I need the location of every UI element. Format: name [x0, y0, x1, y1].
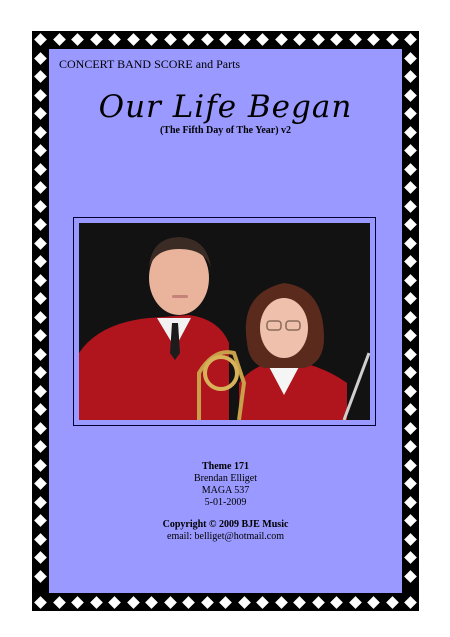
- border-diamond: [404, 348, 417, 361]
- border-diamond: [238, 596, 251, 609]
- composer-name: Brendan Elliget: [193, 473, 258, 484]
- border-diamond: [404, 292, 417, 305]
- border-diamond: [404, 385, 417, 398]
- border-diamond: [404, 403, 417, 416]
- border-diamond: [404, 218, 417, 231]
- border-diamond: [404, 459, 417, 472]
- border-diamond: [404, 52, 417, 65]
- border-diamond: [182, 33, 195, 46]
- border-diamond: [404, 514, 417, 527]
- border-diamond: [34, 496, 47, 509]
- border-diamond: [34, 181, 47, 194]
- border-diamond: [34, 440, 47, 453]
- border-diamond: [34, 33, 47, 46]
- photo-frame: [73, 217, 376, 426]
- border-diamond: [238, 33, 251, 46]
- border-diamond: [201, 33, 214, 46]
- border-diamond: [404, 440, 417, 453]
- border-diamond: [90, 596, 103, 609]
- border-diamond: [34, 348, 47, 361]
- border-diamond: [404, 496, 417, 509]
- border-diamond: [219, 596, 232, 609]
- piece-subtitle: (The Fifth Day of The Year) v2: [159, 125, 292, 136]
- border-diamond: [404, 596, 417, 609]
- composition-date: 5-01-2009: [204, 497, 247, 508]
- border-diamond: [34, 403, 47, 416]
- piece-title: Our Life Began: [98, 89, 353, 125]
- border-diamond: [404, 237, 417, 250]
- contact-email: email: belliget@hotmail.com: [167, 531, 284, 542]
- border-diamond: [34, 89, 47, 102]
- border-diamond: [71, 33, 84, 46]
- border-diamond: [164, 33, 177, 46]
- border-diamond: [386, 596, 399, 609]
- border-diamond: [404, 329, 417, 342]
- border-diamond: [404, 551, 417, 564]
- border-diamond: [312, 596, 325, 609]
- border-diamond: [404, 70, 417, 83]
- border-diamond: [367, 33, 380, 46]
- theme-number: Theme 171: [202, 461, 249, 472]
- border-diamond: [34, 70, 47, 83]
- border-diamond: [53, 33, 66, 46]
- border-diamond: [201, 596, 214, 609]
- copyright-notice: Copyright © 2009 BJE Music: [162, 519, 289, 530]
- border-diamond: [34, 514, 47, 527]
- border-diamond: [404, 366, 417, 379]
- border-diamond: [34, 218, 47, 231]
- credits-block: [49, 461, 402, 543]
- border-diamond: [34, 311, 47, 324]
- border-diamond: [182, 596, 195, 609]
- border-diamond: [256, 596, 269, 609]
- border-diamond: [34, 107, 47, 120]
- border-diamond: [145, 596, 158, 609]
- border-diamond: [293, 596, 306, 609]
- border-diamond: [349, 596, 362, 609]
- border-diamond: [34, 596, 47, 609]
- cover-page: [49, 49, 402, 593]
- border-diamond: [293, 33, 306, 46]
- border-diamond: [312, 33, 325, 46]
- border-diamond: [404, 477, 417, 490]
- border-diamond: [330, 596, 343, 609]
- border-diamond: [34, 329, 47, 342]
- border-diamond: [34, 459, 47, 472]
- border-diamond: [275, 33, 288, 46]
- border-diamond: [164, 596, 177, 609]
- border-diamond: [367, 596, 380, 609]
- border-diamond: [34, 570, 47, 583]
- border-diamond: [404, 126, 417, 139]
- photo-illustration: [79, 223, 370, 420]
- border-diamond: [404, 570, 417, 583]
- border-diamond: [34, 366, 47, 379]
- border-diamond: [256, 33, 269, 46]
- border-diamond: [404, 533, 417, 546]
- score-type-label: CONCERT BAND SCORE and Parts: [59, 57, 241, 71]
- border-diamond: [108, 33, 121, 46]
- border-diamond: [34, 237, 47, 250]
- border-diamond: [404, 163, 417, 176]
- border-diamond: [90, 33, 103, 46]
- maga-number: MAGA 537: [201, 485, 250, 496]
- border-diamond: [127, 596, 140, 609]
- border-diamond: [404, 107, 417, 120]
- border-diamond: [404, 33, 417, 46]
- band-photo: [79, 223, 370, 420]
- border-diamond: [34, 551, 47, 564]
- border-diamond: [34, 163, 47, 176]
- border-diamond: [404, 181, 417, 194]
- border-diamond: [404, 311, 417, 324]
- border-diamond: [275, 596, 288, 609]
- border-diamond: [386, 33, 399, 46]
- border-diamond: [127, 33, 140, 46]
- border-diamond: [145, 33, 158, 46]
- border-diamond: [404, 200, 417, 213]
- border-diamond: [34, 274, 47, 287]
- border-diamond: [404, 274, 417, 287]
- border-diamond: [34, 533, 47, 546]
- border-diamond: [404, 89, 417, 102]
- border-diamond: [219, 33, 232, 46]
- border-diamond: [34, 126, 47, 139]
- border-diamond: [34, 422, 47, 435]
- border-diamond: [53, 596, 66, 609]
- border-diamond: [404, 422, 417, 435]
- border-diamond: [71, 596, 84, 609]
- border-diamond: [34, 200, 47, 213]
- border-diamond: [34, 255, 47, 268]
- border-diamond: [404, 144, 417, 157]
- border-diamond: [34, 292, 47, 305]
- border-diamond: [34, 385, 47, 398]
- border-diamond: [349, 33, 362, 46]
- border-diamond: [330, 33, 343, 46]
- border-diamond: [34, 52, 47, 65]
- border-diamond: [34, 144, 47, 157]
- border-diamond: [108, 596, 121, 609]
- border-diamond: [404, 255, 417, 268]
- border-diamond: [34, 477, 47, 490]
